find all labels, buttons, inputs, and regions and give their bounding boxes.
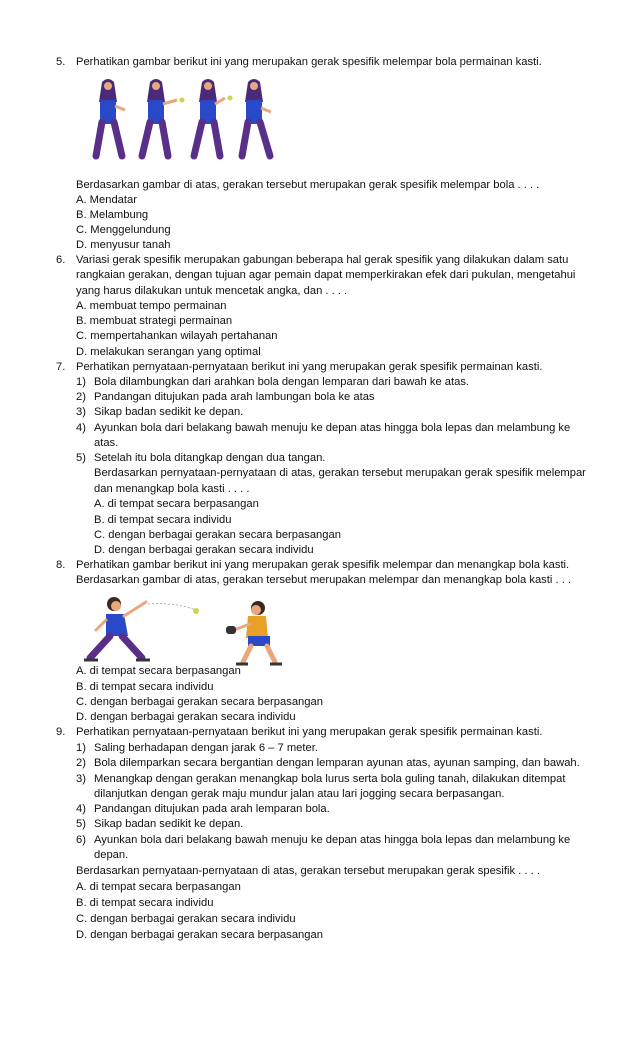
figure-2 bbox=[142, 79, 185, 156]
option-b: B. Melambung bbox=[76, 209, 149, 221]
question-text: Perhatikan gambar berikut ini yang merupakan gerak spesifik melempar bola permainan kasti. bbox=[76, 56, 542, 68]
thrower-figure bbox=[84, 597, 150, 660]
throw-trajectory bbox=[148, 604, 196, 610]
throwing-sequence-illustration bbox=[84, 76, 274, 162]
throw-and-catch-illustration bbox=[84, 592, 294, 668]
option-a: A. membuat tempo permainan bbox=[76, 300, 227, 312]
figure-1 bbox=[96, 79, 125, 156]
option-d: D. dengan berbagai gerakan secara individu bbox=[76, 711, 296, 723]
option-c: C. dengan berbagai gerakan secara individu bbox=[76, 913, 296, 925]
option-b: B. di tempat secara individu bbox=[94, 513, 232, 526]
worksheet-page: 5. Perhatikan gambar berikut ini yang merupakan gerak spesifik melempar bola permainan kasti. Berdasarkan gambar di atas, gerakan tersebut merupakan gerak spesifik melempar bola . . . . A. Mendatar B. Melambung C. Menggelundung D. menyusur tanah 6. Variasi gerak spesifik merupakan gabungan beberapa hal gerak spesifik yang dilakukan dalam satu rangkaian gerakan, dengan tujuan agar pemain dapat memperkirakan efek dari pukulan, mengetahui yang harus dilakukan untuk mencetak angka, dan . . . . A. membuat tempo permainan B. membuat strategi permainan C. mempertahankan wilayah pertahanan D. melakukan serangan yang optimal 7. Perhatikan pernyataan-pernyataan berikut ini yang merupakan gerak spesifik permainan kasti. 1) Bola dilambungkan dari arahkan bola dengan lemparan dari bawah ke atas. 2) Pandangan ditujukan pada arah lambungan bola ke atas 3) Sikap badan sedikit ke depan. 4) Ayunkan bola dari belakang bawah menuju ke depan atas hingga bola lepas dan melambung ke atas. 5) Setelah itu bola ditangkap dengan dua tangan. Berdasarkan pernyataan-pernyataan di atas, gerakan tersebut merupakan gerak spesifik melempar dan menangkap bola kasti . . . . A. di tempat secara berpasangan B. di tempat secara individu C. dengan berbagai gerakan secara berpasangan D. dengan berbagai gerakan secara individu 8. Perhatikan gambar berikut ini yang merupakan gerak spesifik melempar dan menangkap bola kasti. Berdasarkan gambar di atas, gerakan tersebut merupakan melempar dan menangkap bola kasti . . . A. di tempat secara berpasangan B. di tempat secara individu C. dengan berbagai gerakan secara berpasangan D. dengan berbagai gerakan secara individu 9. Perhatikan pernyataan-pernyataan berikut ini yang merupakan gerak spesifik permainan kasti. 1) Saling berhadapan dengan jarak 6 – 7 meter. 2) Bola dilemparkan secara bergantian dengan lemparan ayunan atas, ayunan samping, dan bawah. 3) Menangkap dengan gerakan menangkap bola lurus serta bola guling tanah, dilakukan ditempat dilanjutkan dengan gerak maju mundur jalan atau lari jogging secara berpasangan. 4) Pandangan ditujukan pada arah lemparan bola. 5) Sikap badan sedikit ke depan. 6) Ayunkan bola dari belakang bawah menuju ke depan atas hingga bola lepas dan melambung ke depan. Berdasarkan pernyataan-pernyataan di atas, gerakan tersebut merupakan gerak spesifik . . . . A. di tempat secara berpasangan B. di tempat secara individu C. dengan berbagai gerakan secara individu D. dengan berbagai gerakan secara berpasangan bbox=[0, 0, 638, 1051]
question-number: 5. bbox=[56, 56, 66, 68]
option-b: B. di tempat secara individu bbox=[76, 897, 214, 909]
question-text: Perhatikan pernyataan-pernyataan berikut ini yang merupakan gerak spesifik permainan kasti. bbox=[76, 361, 543, 373]
question-number: 9. bbox=[56, 726, 66, 738]
question-text: Perhatikan pernyataan-pernyataan berikut ini yang merupakan gerak spesifik permainan kasti. bbox=[76, 726, 543, 738]
option-d: D. melakukan serangan yang optimal bbox=[76, 346, 261, 358]
option-b: B. membuat strategi permainan bbox=[76, 315, 233, 327]
option-c: C. dengan berbagai gerakan secara berpasangan bbox=[76, 696, 323, 708]
question-number: 6. bbox=[56, 254, 66, 266]
option-a: A. Mendatar bbox=[76, 194, 137, 206]
ball-icon bbox=[193, 608, 199, 614]
option-a: A. di tempat secara berpasangan bbox=[76, 881, 241, 893]
option-a: A. di tempat secara berpasangan bbox=[94, 498, 259, 511]
question-number: 7. bbox=[56, 361, 66, 373]
option-c: C. dengan berbagai gerakan secara berpasangan bbox=[94, 529, 341, 542]
option-c: C. mempertahankan wilayah pertahanan bbox=[76, 330, 278, 342]
option-b: B. di tempat secara individu bbox=[76, 681, 214, 693]
option-d: D. dengan berbagai gerakan secara individu bbox=[94, 544, 314, 557]
catcher-figure bbox=[226, 601, 282, 664]
option-a: A. di tempat secara berpasangan bbox=[76, 665, 241, 677]
question-number: 8. bbox=[56, 559, 66, 571]
option-d: D. dengan berbagai gerakan secara berpasangan bbox=[76, 929, 323, 941]
figure-4 bbox=[242, 79, 271, 156]
option-d: D. menyusur tanah bbox=[76, 239, 171, 251]
figure-3 bbox=[194, 79, 233, 156]
option-c: C. Menggelundung bbox=[76, 224, 171, 236]
